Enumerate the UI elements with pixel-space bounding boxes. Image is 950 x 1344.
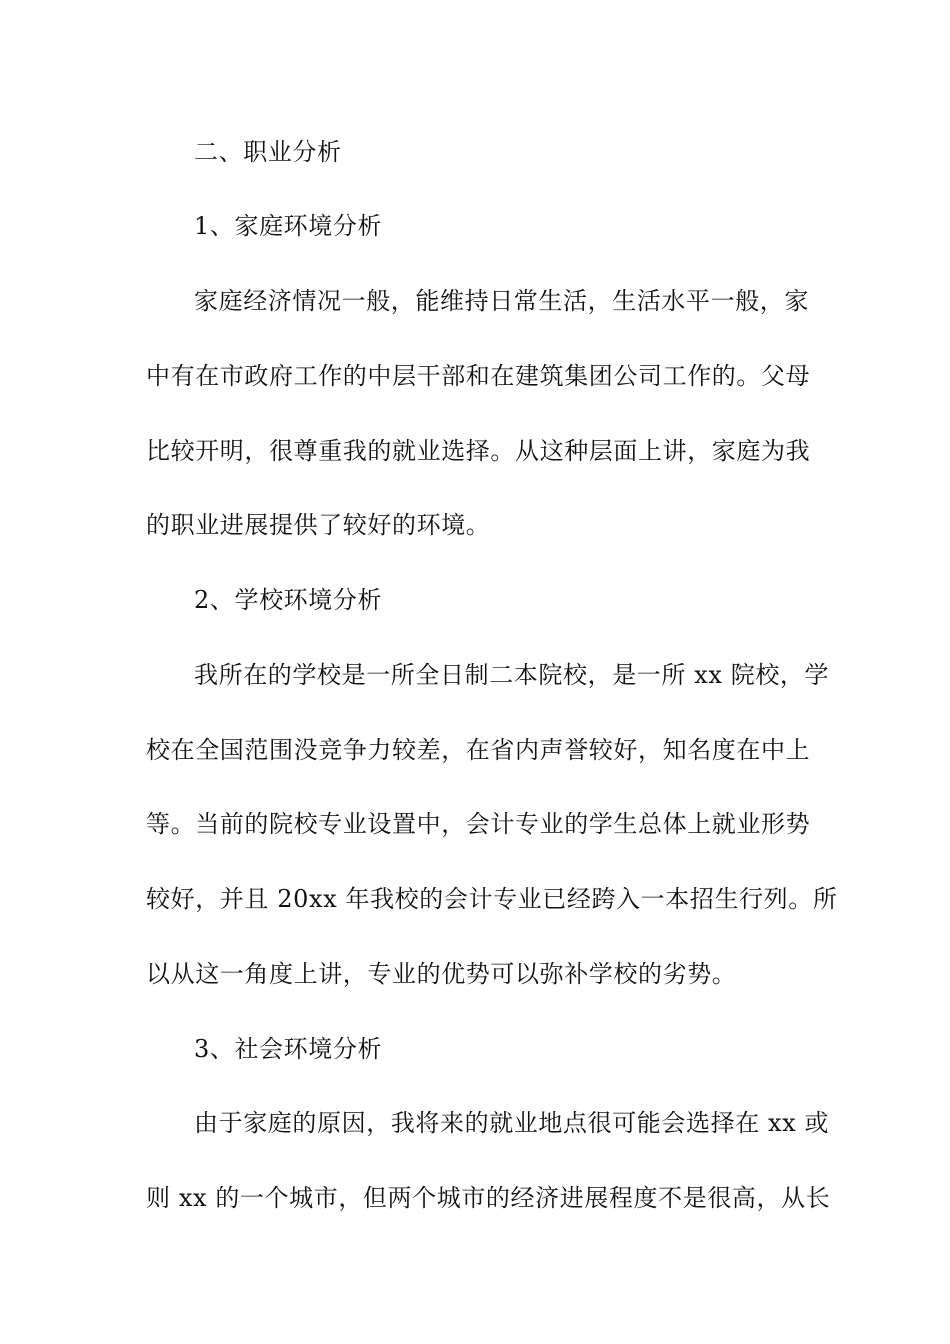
paragraph-line: 中有在市政府工作的中层干部和在建筑集团公司工作的。父母 [146,362,811,390]
paragraph-line: 比较开明，很尊重我的就业选择。从这种层面上讲，家庭为我 [146,437,811,465]
paragraph-line: 等。当前的院校专业设置中，会计专业的学生总体上就业形势 [146,810,811,838]
subsection-heading: 3、社会环境分析 [194,1035,383,1063]
section-heading: 二、职业分析 [194,138,342,166]
paragraph-line: 家庭经济情况一般，能维持日常生活，生活水平一般，家 [194,287,809,315]
subsection-heading: 2、学校环境分析 [194,586,383,614]
paragraph-line: 我所在的学校是一所全日制二本院校，是一所 xx 院校，学 [194,661,830,689]
paragraph-line: 由于家庭的原因，我将来的就业地点很可能会选择在 xx 或 [194,1109,830,1137]
subsection-heading: 1、家庭环境分析 [194,212,383,240]
paragraph-line: 则 xx 的一个城市，但两个城市的经济进展程度不是很高，从长 [146,1184,831,1212]
paragraph-line: 的职业进展提供了较好的环境。 [146,511,491,539]
paragraph-line: 校在全国范围没竞争力较差，在省内声誉较好，知名度在中上 [146,736,811,764]
paragraph-line: 较好，并且 20xx 年我校的会计专业已经跨入一本招生行列。所 [146,885,838,913]
paragraph-line: 以从这一角度上讲，专业的优势可以弥补学校的劣势。 [146,960,737,988]
